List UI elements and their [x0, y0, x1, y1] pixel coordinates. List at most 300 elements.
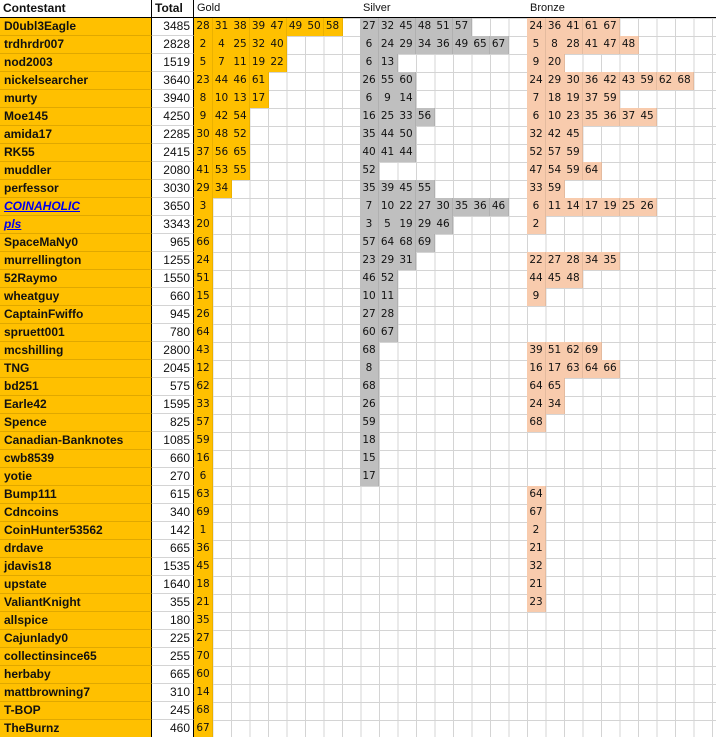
gold-number-cell[interactable]: 17: [250, 90, 269, 108]
gold-number-cell[interactable]: 35: [194, 612, 213, 630]
total-cell[interactable]: 2080: [152, 162, 194, 180]
bronze-number-cell[interactable]: 67: [601, 18, 620, 36]
header-gold[interactable]: Gold: [194, 0, 360, 18]
bronze-number-cell[interactable]: 22: [527, 252, 546, 270]
bronze-number-cell[interactable]: 5: [527, 36, 546, 54]
bronze-number-cell[interactable]: 51: [546, 342, 565, 360]
silver-number-cell[interactable]: 35: [360, 126, 379, 144]
gold-number-cell[interactable]: 19: [250, 54, 269, 72]
silver-number-cell[interactable]: 11: [379, 288, 398, 306]
contestant-name[interactable]: pls: [0, 216, 152, 234]
silver-number-cell[interactable]: 51: [434, 18, 453, 36]
contestant-name: mcshilling: [0, 342, 152, 360]
silver-number-cell[interactable]: 26: [360, 396, 379, 414]
contestant-name: SpaceMaNy0: [0, 234, 152, 252]
gold-number-cell[interactable]: 23: [194, 72, 213, 90]
gold-number-cell[interactable]: 1: [194, 522, 213, 540]
silver-number-cell[interactable]: 27: [360, 18, 379, 36]
contestant-name: nod2003: [0, 54, 152, 72]
gold-number-cell[interactable]: 24: [194, 252, 213, 270]
total-cell[interactable]: 270: [152, 468, 194, 486]
total-cell[interactable]: 340: [152, 504, 194, 522]
bronze-number-cell[interactable]: 45: [638, 108, 657, 126]
bronze-number-cell[interactable]: 35: [583, 108, 602, 126]
bronze-number-cell[interactable]: 36: [601, 108, 620, 126]
contestant-name: nickelsearcher: [0, 72, 152, 90]
silver-number-cell[interactable]: 65: [471, 36, 490, 54]
silver-number-cell[interactable]: 25: [379, 108, 398, 126]
bronze-number-cell[interactable]: 19: [601, 198, 620, 216]
gold-number-cell[interactable]: 14: [194, 684, 213, 702]
silver-number-cell[interactable]: 18: [360, 432, 379, 450]
bronze-number-cell[interactable]: 28: [564, 252, 583, 270]
total-cell[interactable]: 660: [152, 288, 194, 306]
bronze-number-cell[interactable]: 37: [620, 108, 639, 126]
silver-number-cell[interactable]: 60: [397, 72, 416, 90]
bronze-number-cell[interactable]: 59: [564, 144, 583, 162]
silver-number-cell[interactable]: 41: [379, 144, 398, 162]
total-cell[interactable]: 2800: [152, 342, 194, 360]
bronze-number-cell[interactable]: 20: [546, 54, 565, 72]
gold-number-cell[interactable]: 43: [194, 342, 213, 360]
total-cell[interactable]: 3485: [152, 18, 194, 36]
silver-number-cell[interactable]: 5: [379, 216, 398, 234]
bronze-number-cell[interactable]: 23: [564, 108, 583, 126]
gold-number-cell[interactable]: 25: [231, 36, 250, 54]
silver-number-cell[interactable]: 7: [360, 198, 379, 216]
bronze-number-cell[interactable]: 8: [546, 36, 565, 54]
silver-number-cell[interactable]: 35: [360, 180, 379, 198]
silver-number-cell[interactable]: 32: [379, 18, 398, 36]
bronze-number-cell[interactable]: 68: [675, 72, 694, 90]
gold-number-cell[interactable]: 53: [213, 162, 232, 180]
total-cell[interactable]: 2415: [152, 144, 194, 162]
total-cell[interactable]: 1640: [152, 576, 194, 594]
silver-number-cell[interactable]: 3: [360, 216, 379, 234]
contestant-name: Earle42: [0, 396, 152, 414]
gold-number-cell[interactable]: 22: [268, 54, 287, 72]
gold-number-cell[interactable]: 49: [287, 18, 306, 36]
bronze-number-cell[interactable]: 64: [583, 162, 602, 180]
bronze-number-cell[interactable]: 6: [527, 108, 546, 126]
silver-number-cell[interactable]: 30: [434, 198, 453, 216]
gold-number-cell[interactable]: 58: [324, 18, 343, 36]
contestant-name: perfessor: [0, 180, 152, 198]
gold-number-cell[interactable]: 62: [194, 378, 213, 396]
total-cell[interactable]: 310: [152, 684, 194, 702]
silver-number-cell[interactable]: 48: [416, 18, 435, 36]
gold-number-cell[interactable]: 37: [194, 144, 213, 162]
silver-number-cell[interactable]: 28: [379, 306, 398, 324]
silver-number-cell[interactable]: 45: [397, 18, 416, 36]
gold-number-cell[interactable]: 9: [194, 108, 213, 126]
silver-number-cell[interactable]: 24: [379, 36, 398, 54]
bronze-number-cell[interactable]: 59: [601, 90, 620, 108]
bronze-number-cell[interactable]: 26: [638, 198, 657, 216]
bronze-number-cell[interactable]: 64: [527, 486, 546, 504]
bronze-number-cell[interactable]: 34: [546, 396, 565, 414]
silver-number-cell[interactable]: 67: [490, 36, 509, 54]
silver-number-cell[interactable]: 29: [416, 216, 435, 234]
silver-number-cell[interactable]: 60: [360, 324, 379, 342]
silver-number-cell[interactable]: 59: [360, 414, 379, 432]
bronze-number-cell[interactable]: 29: [546, 72, 565, 90]
total-cell[interactable]: 1595: [152, 396, 194, 414]
bronze-number-cell[interactable]: 57: [546, 144, 565, 162]
bronze-number-cell[interactable]: 59: [638, 72, 657, 90]
gold-number-cell[interactable]: 66: [194, 234, 213, 252]
bronze-number-cell[interactable]: 41: [564, 18, 583, 36]
total-cell[interactable]: 780: [152, 324, 194, 342]
contestant-name: herbaby: [0, 666, 152, 684]
bronze-number-cell[interactable]: 41: [583, 36, 602, 54]
bronze-number-cell[interactable]: 62: [564, 342, 583, 360]
silver-number-cell[interactable]: 9: [379, 90, 398, 108]
silver-number-cell[interactable]: 17: [360, 468, 379, 486]
gold-number-cell[interactable]: 52: [231, 126, 250, 144]
gold-number-cell[interactable]: 20: [194, 216, 213, 234]
bronze-number-cell[interactable]: 48: [564, 270, 583, 288]
silver-number-cell[interactable]: 52: [379, 270, 398, 288]
contestant-name: TNG: [0, 360, 152, 378]
gold-number-cell[interactable]: 13: [231, 90, 250, 108]
total-cell[interactable]: 4250: [152, 108, 194, 126]
contestant-name: D0ubl3Eagle: [0, 18, 152, 36]
gold-number-cell[interactable]: 70: [194, 648, 213, 666]
gold-number-cell[interactable]: 40: [268, 36, 287, 54]
gold-number-cell[interactable]: 8: [194, 90, 213, 108]
bronze-number-cell[interactable]: 24: [527, 396, 546, 414]
gold-number-cell[interactable]: 61: [250, 72, 269, 90]
silver-number-cell[interactable]: 16: [360, 108, 379, 126]
gold-number-cell[interactable]: 3: [194, 198, 213, 216]
total-cell[interactable]: 142: [152, 522, 194, 540]
bronze-number-cell[interactable]: 9: [527, 288, 546, 306]
gold-number-cell[interactable]: 56: [213, 144, 232, 162]
silver-number-cell[interactable]: 35: [453, 198, 472, 216]
silver-number-cell[interactable]: 36: [434, 36, 453, 54]
contestant-name[interactable]: COINAHOLIC: [0, 198, 152, 216]
gold-number-cell[interactable]: 27: [194, 630, 213, 648]
header-bronze[interactable]: Bronze: [527, 0, 716, 18]
bronze-number-cell[interactable]: 43: [620, 72, 639, 90]
gold-number-cell[interactable]: 34: [213, 180, 232, 198]
gold-number-cell[interactable]: 29: [194, 180, 213, 198]
bronze-number-cell[interactable]: 42: [546, 126, 565, 144]
bronze-number-cell[interactable]: 37: [583, 90, 602, 108]
silver-number-cell[interactable]: 27: [416, 198, 435, 216]
bronze-number-cell[interactable]: 21: [527, 576, 546, 594]
bronze-number-cell[interactable]: 45: [564, 126, 583, 144]
gold-number-cell[interactable]: 55: [231, 162, 250, 180]
silver-number-cell[interactable]: 8: [360, 360, 379, 378]
bronze-number-cell[interactable]: 47: [601, 36, 620, 54]
total-cell[interactable]: 225: [152, 630, 194, 648]
gold-number-cell[interactable]: 4: [213, 36, 232, 54]
total-cell[interactable]: 180: [152, 612, 194, 630]
total-cell[interactable]: 615: [152, 486, 194, 504]
total-cell[interactable]: 2828: [152, 36, 194, 54]
gold-number-cell[interactable]: 5: [194, 54, 213, 72]
bronze-number-cell[interactable]: 59: [546, 180, 565, 198]
bronze-number-cell[interactable]: 24: [527, 18, 546, 36]
total-cell[interactable]: 1535: [152, 558, 194, 576]
silver-number-cell[interactable]: 29: [397, 36, 416, 54]
silver-number-cell[interactable]: 6: [360, 36, 379, 54]
gold-number-cell[interactable]: 60: [194, 666, 213, 684]
gold-number-cell[interactable]: 48: [213, 126, 232, 144]
gold-number-cell[interactable]: 50: [305, 18, 324, 36]
silver-number-cell[interactable]: 31: [397, 252, 416, 270]
silver-number-cell[interactable]: 46: [490, 198, 509, 216]
total-cell[interactable]: 1255: [152, 252, 194, 270]
bronze-number-cell[interactable]: 68: [527, 414, 546, 432]
bronze-number-cell[interactable]: 69: [583, 342, 602, 360]
silver-number-cell[interactable]: 10: [360, 288, 379, 306]
silver-number-cell[interactable]: 45: [397, 180, 416, 198]
bronze-number-cell[interactable]: 62: [657, 72, 676, 90]
bronze-number-cell[interactable]: 32: [527, 126, 546, 144]
total-cell[interactable]: 825: [152, 414, 194, 432]
silver-number-cell[interactable]: 69: [416, 234, 435, 252]
silver-number-cell[interactable]: 10: [379, 198, 398, 216]
gold-number-cell[interactable]: 36: [194, 540, 213, 558]
total-cell[interactable]: 660: [152, 450, 194, 468]
silver-number-cell[interactable]: 34: [416, 36, 435, 54]
total-cell[interactable]: 255: [152, 648, 194, 666]
bronze-number-cell[interactable]: 52: [527, 144, 546, 162]
total-cell[interactable]: 2045: [152, 360, 194, 378]
silver-number-cell[interactable]: 19: [397, 216, 416, 234]
bronze-number-cell[interactable]: 10: [546, 108, 565, 126]
bronze-number-cell[interactable]: 36: [546, 18, 565, 36]
gold-number-cell[interactable]: 33: [194, 396, 213, 414]
silver-number-cell[interactable]: 55: [416, 180, 435, 198]
gold-number-cell[interactable]: 11: [231, 54, 250, 72]
total-cell[interactable]: 1519: [152, 54, 194, 72]
gold-number-cell[interactable]: 16: [194, 450, 213, 468]
silver-number-cell[interactable]: 29: [379, 252, 398, 270]
header-total[interactable]: Total: [152, 0, 194, 18]
bronze-number-cell[interactable]: 18: [546, 90, 565, 108]
bronze-number-cell[interactable]: 64: [527, 378, 546, 396]
silver-number-cell[interactable]: 57: [360, 234, 379, 252]
silver-number-cell[interactable]: 33: [397, 108, 416, 126]
total-cell[interactable]: 575: [152, 378, 194, 396]
bronze-number-cell[interactable]: 19: [564, 90, 583, 108]
bronze-number-cell[interactable]: 28: [564, 36, 583, 54]
bronze-number-cell[interactable]: 2: [527, 216, 546, 234]
bronze-number-cell[interactable]: 33: [527, 180, 546, 198]
gold-number-cell[interactable]: 42: [213, 108, 232, 126]
silver-number-cell[interactable]: 39: [379, 180, 398, 198]
silver-number-cell[interactable]: 56: [416, 108, 435, 126]
total-cell[interactable]: 665: [152, 540, 194, 558]
total-cell[interactable]: 3030: [152, 180, 194, 198]
silver-number-cell[interactable]: 68: [397, 234, 416, 252]
contestant-name: T-BOP: [0, 702, 152, 720]
gold-number-cell[interactable]: 64: [194, 324, 213, 342]
contestant-name: cwb8539: [0, 450, 152, 468]
contestant-name: RK55: [0, 144, 152, 162]
bronze-number-cell[interactable]: 23: [527, 594, 546, 612]
total-cell[interactable]: 1550: [152, 270, 194, 288]
contestant-name: murty: [0, 90, 152, 108]
bronze-number-cell[interactable]: 36: [583, 72, 602, 90]
total-cell[interactable]: 2285: [152, 126, 194, 144]
bronze-number-cell[interactable]: 39: [527, 342, 546, 360]
contestant-name: CaptainFwiffo: [0, 306, 152, 324]
gold-number-cell[interactable]: 47: [268, 18, 287, 36]
bronze-number-cell[interactable]: 7: [527, 90, 546, 108]
gold-number-cell[interactable]: 15: [194, 288, 213, 306]
contestant-name: 52Raymo: [0, 270, 152, 288]
bronze-number-cell[interactable]: 63: [564, 360, 583, 378]
gold-number-cell[interactable]: 7: [213, 54, 232, 72]
silver-number-cell[interactable]: 67: [379, 324, 398, 342]
gold-number-cell[interactable]: 54: [231, 108, 250, 126]
gold-number-cell[interactable]: 38: [231, 18, 250, 36]
bronze-number-cell[interactable]: 9: [527, 54, 546, 72]
silver-number-cell[interactable]: 49: [453, 36, 472, 54]
gold-number-cell[interactable]: 45: [194, 558, 213, 576]
gold-number-cell[interactable]: 26: [194, 306, 213, 324]
gold-number-cell[interactable]: 41: [194, 162, 213, 180]
bronze-number-cell[interactable]: 59: [564, 162, 583, 180]
silver-number-cell[interactable]: 15: [360, 450, 379, 468]
contestant-name: Canadian-Banknotes: [0, 432, 152, 450]
gold-number-cell[interactable]: 31: [213, 18, 232, 36]
total-cell[interactable]: 965: [152, 234, 194, 252]
contestant-name: Cajunlady0: [0, 630, 152, 648]
contestant-name: mattbrowning7: [0, 684, 152, 702]
silver-number-cell[interactable]: 40: [360, 144, 379, 162]
bronze-number-cell[interactable]: 34: [583, 252, 602, 270]
bronze-number-cell[interactable]: 2: [527, 522, 546, 540]
total-cell[interactable]: 665: [152, 666, 194, 684]
silver-number-cell[interactable]: 44: [379, 126, 398, 144]
gold-number-cell[interactable]: 46: [231, 72, 250, 90]
silver-number-cell[interactable]: 22: [397, 198, 416, 216]
silver-number-cell[interactable]: 6: [360, 90, 379, 108]
gold-number-cell[interactable]: 51: [194, 270, 213, 288]
bronze-number-cell[interactable]: 61: [583, 18, 602, 36]
bronze-number-cell[interactable]: 54: [546, 162, 565, 180]
gold-number-cell[interactable]: 18: [194, 576, 213, 594]
total-cell[interactable]: 245: [152, 702, 194, 720]
contestant-name: muddler: [0, 162, 152, 180]
gold-number-cell[interactable]: 63: [194, 486, 213, 504]
total-cell[interactable]: 3640: [152, 72, 194, 90]
silver-number-cell[interactable]: 68: [360, 378, 379, 396]
bronze-number-cell[interactable]: 44: [527, 270, 546, 288]
bronze-number-cell[interactable]: 45: [546, 270, 565, 288]
silver-number-cell[interactable]: 23: [360, 252, 379, 270]
contestant-name: Moe145: [0, 108, 152, 126]
contestant-name: spruett001: [0, 324, 152, 342]
contestant-name: murrellington: [0, 252, 152, 270]
header-silver[interactable]: Silver: [360, 0, 527, 18]
total-cell[interactable]: 355: [152, 594, 194, 612]
silver-number-cell[interactable]: 36: [471, 198, 490, 216]
total-cell[interactable]: 3940: [152, 90, 194, 108]
bronze-number-cell[interactable]: 11: [546, 198, 565, 216]
silver-number-cell[interactable]: 50: [397, 126, 416, 144]
total-cell[interactable]: 1085: [152, 432, 194, 450]
bronze-number-cell[interactable]: 32: [527, 558, 546, 576]
gold-number-cell[interactable]: 59: [194, 432, 213, 450]
bronze-number-cell[interactable]: 47: [527, 162, 546, 180]
bronze-number-cell[interactable]: 48: [620, 36, 639, 54]
gold-number-cell[interactable]: 2: [194, 36, 213, 54]
total-cell[interactable]: 3343: [152, 216, 194, 234]
contestant-name: yotie: [0, 468, 152, 486]
gold-number-cell[interactable]: 32: [250, 36, 269, 54]
bronze-number-cell[interactable]: 65: [546, 378, 565, 396]
bronze-number-cell[interactable]: 64: [583, 360, 602, 378]
gold-number-cell[interactable]: 30: [194, 126, 213, 144]
bronze-number-cell[interactable]: 21: [527, 540, 546, 558]
bronze-number-cell[interactable]: 17: [546, 360, 565, 378]
gold-number-cell[interactable]: 12: [194, 360, 213, 378]
bronze-number-cell[interactable]: 6: [527, 198, 546, 216]
gold-number-cell[interactable]: 65: [231, 144, 250, 162]
gold-number-cell[interactable]: 10: [213, 90, 232, 108]
bronze-number-cell[interactable]: 16: [527, 360, 546, 378]
silver-number-cell[interactable]: 57: [453, 18, 472, 36]
silver-number-cell[interactable]: 26: [360, 72, 379, 90]
bronze-number-cell[interactable]: 14: [564, 198, 583, 216]
bronze-number-cell[interactable]: 30: [564, 72, 583, 90]
gold-number-cell[interactable]: 67: [194, 720, 213, 737]
silver-number-cell[interactable]: 46: [434, 216, 453, 234]
contestant-name: amida17: [0, 126, 152, 144]
silver-number-cell[interactable]: 55: [379, 72, 398, 90]
silver-number-cell[interactable]: 27: [360, 306, 379, 324]
gold-number-cell[interactable]: 28: [194, 18, 213, 36]
bronze-number-cell[interactable]: 27: [546, 252, 565, 270]
silver-number-cell[interactable]: 64: [379, 234, 398, 252]
header-contestant[interactable]: Contestant: [0, 0, 152, 18]
silver-number-cell[interactable]: 52: [360, 162, 379, 180]
silver-number-cell[interactable]: 13: [379, 54, 398, 72]
bronze-number-cell[interactable]: 24: [527, 72, 546, 90]
contestant-name: upstate: [0, 576, 152, 594]
gold-number-cell[interactable]: 69: [194, 504, 213, 522]
contestant-name: TheBurnz: [0, 720, 152, 737]
gold-number-cell[interactable]: 21: [194, 594, 213, 612]
total-cell[interactable]: 945: [152, 306, 194, 324]
bronze-number-cell[interactable]: 35: [601, 252, 620, 270]
bronze-number-cell[interactable]: 67: [527, 504, 546, 522]
gold-number-cell[interactable]: 44: [213, 72, 232, 90]
gold-number-cell[interactable]: 68: [194, 702, 213, 720]
silver-number-cell[interactable]: 14: [397, 90, 416, 108]
silver-number-cell[interactable]: 6: [360, 54, 379, 72]
gold-number-cell[interactable]: 57: [194, 414, 213, 432]
bronze-number-cell[interactable]: 66: [601, 360, 620, 378]
total-cell[interactable]: 460: [152, 720, 194, 737]
bronze-number-cell[interactable]: 17: [583, 198, 602, 216]
total-cell[interactable]: 3650: [152, 198, 194, 216]
gold-number-cell[interactable]: 39: [250, 18, 269, 36]
bronze-number-cell[interactable]: 42: [601, 72, 620, 90]
silver-number-cell[interactable]: 68: [360, 342, 379, 360]
bronze-number-cell[interactable]: 25: [620, 198, 639, 216]
silver-number-cell[interactable]: 44: [397, 144, 416, 162]
silver-number-cell[interactable]: 46: [360, 270, 379, 288]
gold-number-cell[interactable]: 6: [194, 468, 213, 486]
